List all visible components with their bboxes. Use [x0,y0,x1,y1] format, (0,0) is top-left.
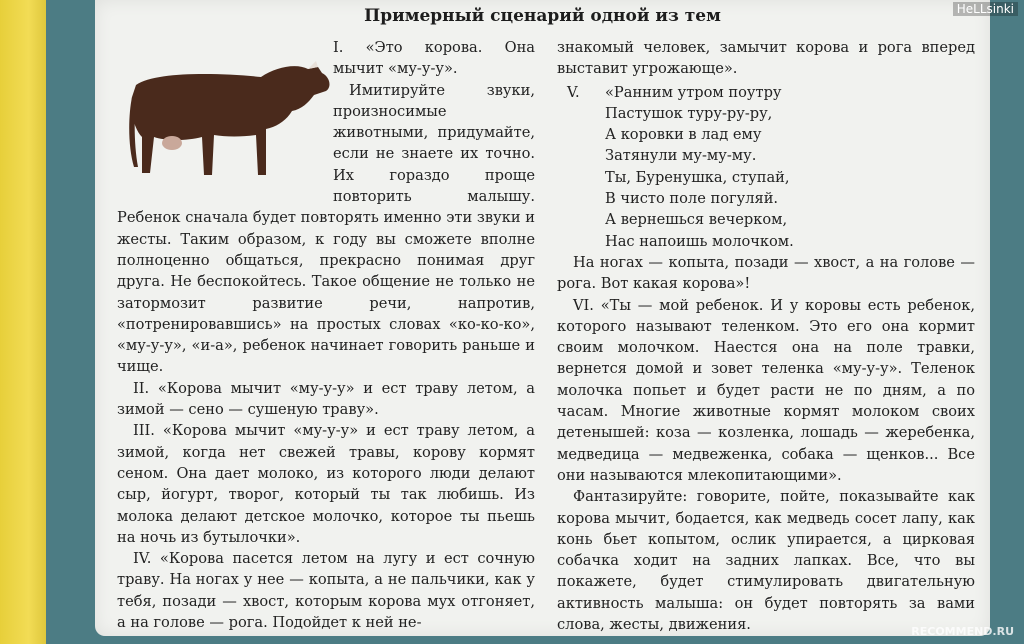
right-column [557,37,975,635]
verse-line: А коровки в лад ему [605,126,762,144]
paragraph-1: I. «Это корова. Она мычит «му-у-у». [333,39,535,78]
verse-line: В чисто поле погуляй. [605,190,779,208]
paragraph-2: Имитируйте звуки, произносимые животными, придумайте, если не знаете их точно. Их гораздо проще повторить малышу. Ребенок сначала будет повторять именно эти звуки и жесты. Таким образом, к году вы сможете вполне полноценно общаться, прекрасно понимая друг друга. Не беспокойтесь. Такое общение не только не затормозит развитие речи, напротив, «потренировавшись» на простых словах «ко-ко-ко», «му-у-у», «и-а», ребенок начинает говорить раньше и чище. [117,81,535,376]
book-edge [0,0,52,644]
page-title: Примерный сценарий одной из тем [364,6,721,26]
verse-number: V. [567,83,580,101]
verse-line: Нас напоишь молочком. [605,232,794,250]
verse-line: Ты, Буренушка, ступай, [605,168,790,186]
paragraph-5: IV. «Корова пасется летом на лугу и ест сочную траву. На ногах у нее — копыта, а не пальчики, как у тебя, позади — хвост, которым корова мух отгоняет, а на голове — рога. Подойдет к ней не- [117,550,535,632]
paragraph-6: На ногах — копыта, позади — хвост, а на голове — рога. Вот какая корова»! [557,253,975,293]
paragraph-7: VI. «Ты — мой ребенок. И у коровы есть ребенок, которого называют теленком. Это его она кормит своим молочком. Наестся она на поле травки, вернется домой и зовет теленка «му-у-у». Теленок молочка попьет и будет расти не по дням, а по часам. Многие животные кормят молоком своих детенышей: коза — козленка, лошадь — жеребенка, медведица — медвеженка, собака — щенков... Все они называются млекопитающими». [557,296,975,484]
verse-line: Затянули му-му-му. [605,147,757,165]
watermark-site: RECOMMEND.RU [911,625,1014,638]
paragraph-continued: знакомый человек, замычит корова и рога вперед выставит угрожающе». [557,39,975,78]
verse-line: А вернешься вечерком, [605,211,788,229]
verse-block [557,82,975,252]
paragraph-8: Фантазируйте: говорите, пойте, показывайте как корова мычит, бодается, как медведь сосет лапу, как конь бьет копытом, ослик упирается, а цирковая собачка ходит на задних лапках. Все, что вы покажете, будет стимулировать двигательную активность малыша: он будет повторять за вами слова, жесты, движения. [557,488,975,634]
verse-line: V. «Ранним утром поутру [557,82,975,103]
cow-illustration [126,57,362,187]
paragraph-4: III. «Корова мычит «му-у-у» и ест траву летом, а зимой, когда нет свежей травы, корову кормят сеном. Она дает молоко, из которого люди делают сыр, йогурт, творог, который ты так любишь. Из молока делают детское молочко, которое ты пьешь на ночь из бутылочки». [117,422,535,546]
verse-line: Пастушок туру-ру-ру, [605,104,773,122]
watermark-username: HeLLsinki [953,2,1018,16]
paragraph-3: II. «Корова мычит «му-у-у» и ест траву летом, а зимой — сено — сушеную траву». [117,379,535,419]
